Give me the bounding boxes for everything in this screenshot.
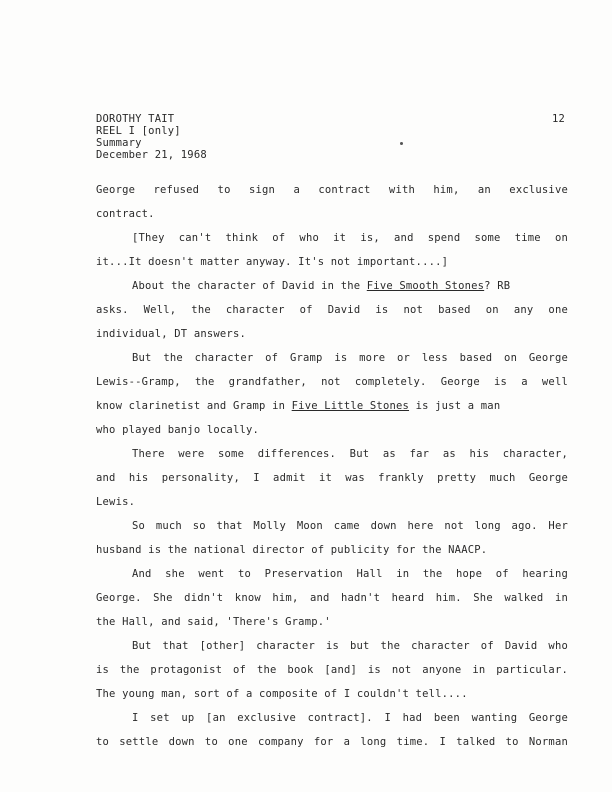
text-line: and his personality, I admit it was frankly pretty much George <box>96 472 568 484</box>
header-reel: REEL I [only] <box>96 125 181 137</box>
text-line: it...It doesn't matter anyway. It's not important....] <box>96 256 449 268</box>
scan-speck <box>400 142 403 145</box>
text-line: Lewis. <box>96 496 136 508</box>
text-line: asks. Well, the character of David is not based on any one <box>96 304 568 316</box>
text-line: So much so that Molly Moon came down here not long ago. Her <box>132 520 568 532</box>
text-line: to settle down to one company for a long time. I talked to Norman <box>96 736 568 748</box>
text-line: is the protagonist of the book [and] is not anyone in particular. <box>96 664 568 676</box>
header-date: December 21, 1968 <box>96 149 207 161</box>
text-segment: know clarinetist and Gramp in <box>96 400 292 412</box>
text-segment: is just a man <box>409 400 501 412</box>
text-line: I set up [an exclusive contract]. I had been wanting George <box>132 712 568 724</box>
book-title: Five Smooth Stones <box>366 280 485 292</box>
text-line: the Hall, and said, 'There's Gramp.' <box>96 616 331 628</box>
page-number: 12 <box>552 113 566 125</box>
transcript-body <box>96 182 568 758</box>
header-name: DOROTHY TAIT <box>96 113 175 125</box>
text-line: And she went to Preservation Hall in the hope of hearing <box>132 568 568 580</box>
text-line: George. She didn't know him, and hadn't heard him. She walked in <box>96 592 568 604</box>
text-line: There were some differences. But as far as his character, <box>132 448 568 460</box>
text-line: individual, DT answers. <box>96 328 246 340</box>
text-line: George refused to sign a contract with him, an exclusive <box>96 184 568 196</box>
document-header <box>96 113 207 161</box>
text-segment: About the character of David in the <box>132 280 367 292</box>
text-line: [They can't think of who it is, and spend some time on <box>132 232 568 244</box>
text-line: But that [other] character is but the character of David who <box>132 640 568 652</box>
text-line <box>96 278 568 302</box>
text-line: husband is the national director of publicity for the NAACP. <box>96 544 488 556</box>
text-line: The young man, sort of a composite of I couldn't tell.... <box>96 688 468 700</box>
text-line <box>96 398 568 422</box>
text-line: who played banjo locally. <box>96 424 260 436</box>
text-segment: ? RB <box>484 280 511 292</box>
text-line: contract. <box>96 208 155 220</box>
text-line: Lewis--Gramp, the grandfather, not completely. George is a well <box>96 376 568 388</box>
text-line: But the character of Gramp is more or less based on George <box>132 352 568 364</box>
header-type: Summary <box>96 137 142 149</box>
book-title: Five Little Stones <box>291 400 410 412</box>
